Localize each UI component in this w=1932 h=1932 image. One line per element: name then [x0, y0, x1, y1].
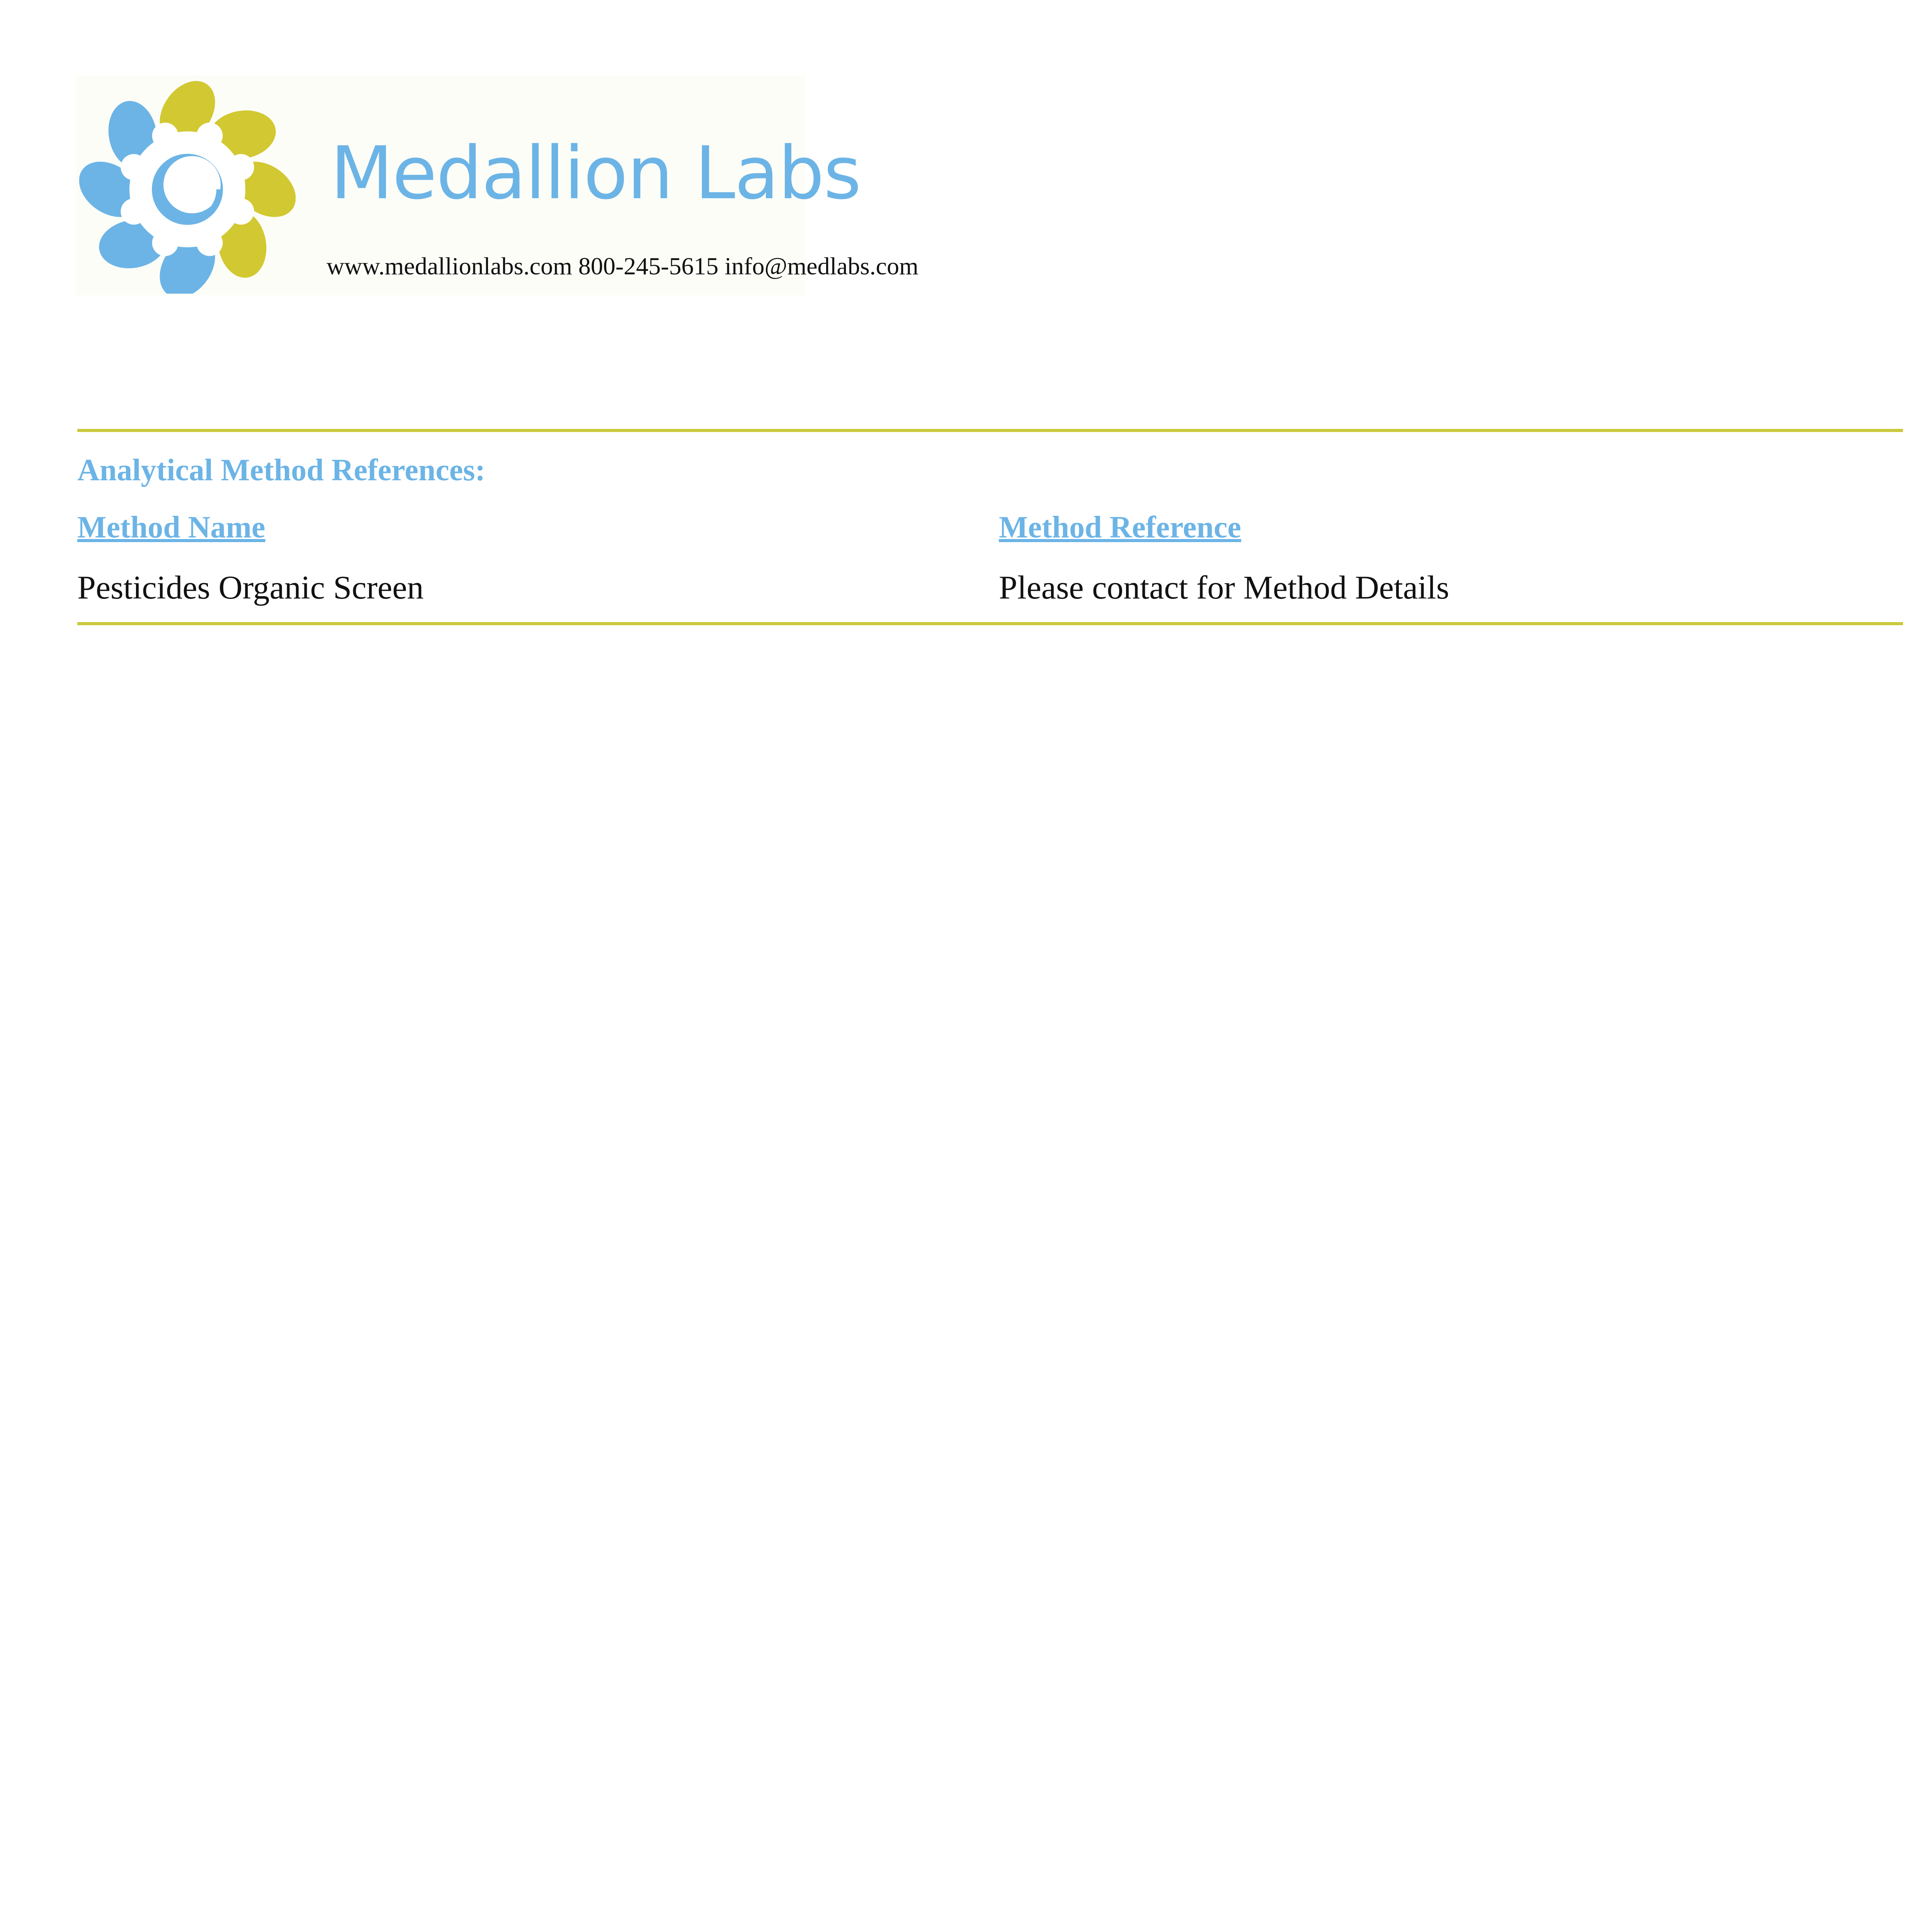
logo-bump: [196, 230, 223, 256]
method-reference-column-header: Method Reference: [999, 510, 1242, 544]
logo-bump: [152, 230, 179, 256]
medallion-logo-icon: [79, 73, 296, 294]
brand-name: Medallion Labs: [330, 131, 861, 216]
method-name-cell: Pesticides Organic Screen: [77, 569, 424, 606]
logo-bump: [228, 198, 254, 224]
method-reference-cell: Please contact for Method Details: [999, 569, 1449, 606]
logo-bump: [152, 122, 179, 149]
logo-bump: [228, 154, 254, 180]
section-title: Analytical Method References:: [77, 453, 486, 487]
brand-contact: www.medallionlabs.com 800-245-5615 info@medlabs.com: [327, 252, 918, 280]
logo-bump: [121, 198, 147, 224]
logo-bump: [196, 122, 223, 149]
logo-bump: [121, 154, 147, 180]
method-name-column-header: Method Name: [77, 510, 265, 544]
section-bottom-rule: [77, 622, 1903, 625]
section-top-rule: [77, 429, 1903, 432]
